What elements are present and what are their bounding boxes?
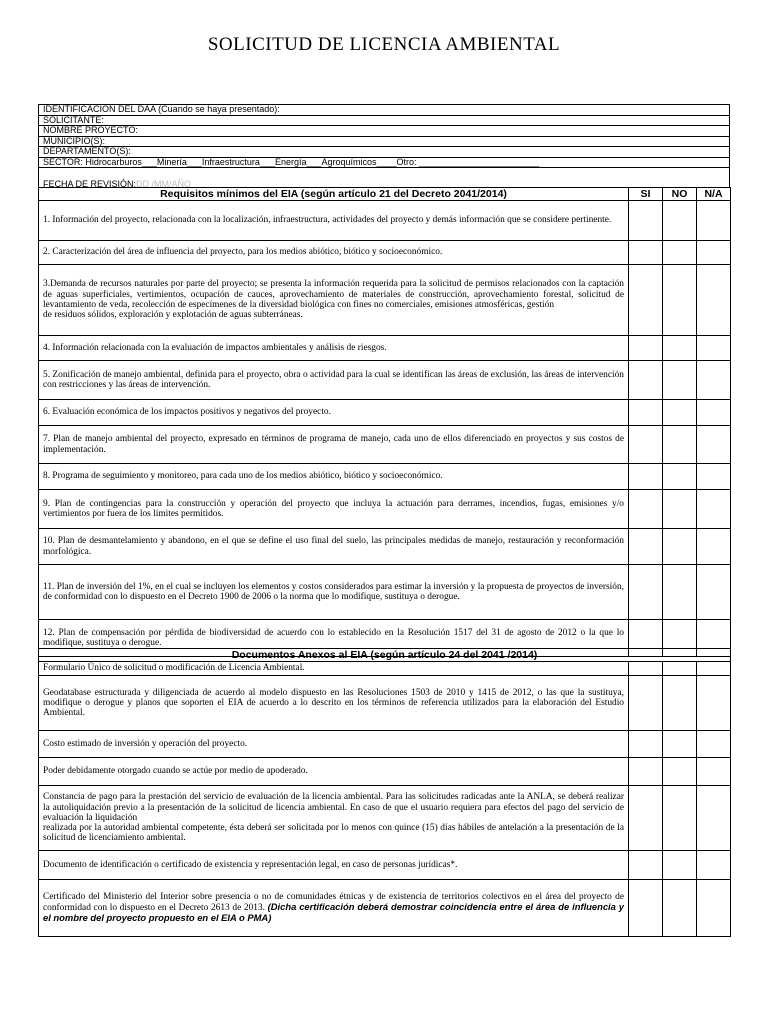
- check-no[interactable]: [663, 565, 697, 620]
- table-row: [39, 361, 731, 400]
- requisitos-header-row: [39, 188, 731, 201]
- check-no[interactable]: [663, 400, 697, 426]
- check-no[interactable]: [663, 426, 697, 464]
- table-row: [39, 565, 731, 620]
- check-na[interactable]: [697, 851, 731, 880]
- anexo-text: Poder debidamente otorgado cuando se actúe por medio de apoderado.: [39, 758, 629, 786]
- document-title: SOLICITUD DE LICENCIA AMBIENTAL: [207, 34, 561, 55]
- check-si[interactable]: [629, 400, 663, 426]
- table-row: [39, 201, 731, 241]
- table-row: [39, 731, 731, 758]
- check-na[interactable]: [697, 529, 731, 565]
- check-no[interactable]: [663, 851, 697, 880]
- check-no[interactable]: [663, 265, 697, 336]
- anexo-text-italic: (Dicha certificación deberá demostrar coincidencia entre el área de influencia y el nombre del proyecto propuesto en el EIA o PMA): [43, 900, 624, 924]
- solicitante-field[interactable]: SOLICITANTE:: [39, 116, 729, 127]
- check-na[interactable]: [697, 464, 731, 490]
- check-si[interactable]: [629, 851, 663, 880]
- anexo-text: Geodatabase estructurada y diligenciada de acuerdo al modelo dispuesto en las Resoluciones 1503 de 2010 y 1415 de 2012, o las que la sustituya, modifique o derogue y planos que soporten el EIA de acuerdo a lo descrito en los términos de referencia utilizados para la elaboración del Estudio Ambiental.: [39, 676, 629, 731]
- check-si[interactable]: [629, 336, 663, 361]
- table-row: [39, 662, 731, 676]
- check-no[interactable]: [663, 490, 697, 529]
- proyecto-field[interactable]: NOMBRE PROYECTO:: [39, 126, 729, 137]
- check-si[interactable]: [629, 676, 663, 731]
- check-no[interactable]: [663, 731, 697, 758]
- col-na: N/A: [697, 188, 731, 201]
- check-na[interactable]: [697, 662, 731, 676]
- fecha-label: FECHA DE REVISIÓN:: [43, 179, 137, 189]
- departamento-field[interactable]: DEPARTAMENTO(S):: [39, 147, 729, 158]
- requisito-text: 11. Plan de inversión del 1%, en el cual se incluyen los elementos y costos considerados para estimar la inversión y la propuesta de proyectos de inversión, de conformidad con lo dispuesto en el Decreto 1900 de 2006 o la norma que lo modifique, sustituya o derogue.: [39, 565, 629, 620]
- table-row: [39, 490, 731, 529]
- table-row: [39, 464, 731, 490]
- header-fields: [38, 104, 730, 188]
- check-si[interactable]: [629, 361, 663, 400]
- requisito-text: 9. Plan de contingencias para la construcción y operación del proyecto que incluya la actuación para derrames, incendios, fugas, emisiones y/o vertimientos por fuera de los límites permitidos.: [39, 490, 629, 529]
- requisito-text: [39, 265, 629, 336]
- requisito-text: 4. Información relacionada con la evaluación de impactos ambientales y análisis de riesgos.: [39, 336, 629, 361]
- check-si[interactable]: [629, 464, 663, 490]
- anexo-text: [39, 880, 629, 937]
- check-no[interactable]: [663, 361, 697, 400]
- table-row: [39, 426, 731, 464]
- requisitos-table: [38, 187, 731, 657]
- check-si[interactable]: [629, 265, 663, 336]
- check-no[interactable]: [663, 786, 697, 851]
- check-na[interactable]: [697, 201, 731, 241]
- fecha-placeholder: DD /MM/AÑO: [136, 179, 192, 189]
- check-na[interactable]: [697, 880, 731, 937]
- check-na[interactable]: [697, 565, 731, 620]
- check-na[interactable]: [697, 758, 731, 786]
- requisitos-heading: Requisitos mínimos del EIA (según artículo 21 del Decreto 2041/2014): [39, 188, 629, 201]
- check-si[interactable]: [629, 565, 663, 620]
- check-si[interactable]: [629, 201, 663, 241]
- col-si: SI: [629, 188, 663, 201]
- table-row: [39, 880, 731, 937]
- check-no[interactable]: [663, 464, 697, 490]
- check-na[interactable]: [697, 786, 731, 851]
- check-si[interactable]: [629, 880, 663, 937]
- table-row: [39, 851, 731, 880]
- anexos-header-row: [39, 649, 731, 662]
- anexos-heading: Documentos Anexos al EIA (según artículo 24 del 2041 /2014): [39, 649, 731, 662]
- daa-field[interactable]: IDENTIFICACIÓN DEL DAA (Cuando se haya presentado):: [39, 105, 729, 116]
- check-si[interactable]: [629, 758, 663, 786]
- requisito-text: 12. Plan de compensación por pérdida de biodiversidad de acuerdo con lo establecido en la Resolución 1517 del 31 de agosto de 2012 o la que lo modifique, sustituya o derogue.: [39, 620, 629, 657]
- check-na[interactable]: [697, 731, 731, 758]
- check-na[interactable]: [697, 336, 731, 361]
- requisito-text: 10. Plan de desmantelamiento y abandono, en el que se define el uso final del suelo, las principales medidas de manejo, restauración y reconformación morfológica.: [39, 529, 629, 565]
- anexos-table: [38, 648, 731, 937]
- anexo-text: [39, 786, 629, 851]
- table-row: [39, 336, 731, 361]
- check-na[interactable]: [697, 265, 731, 336]
- anexo-text-main: Certificado del Ministerio del Interior sobre presencia o no de comunidades étnicas y de existencia de territorios colectivos en el área del proyecto de conformidad con lo dispuesto en el Decreto 2613 de 2013.: [43, 891, 624, 913]
- check-si[interactable]: [629, 490, 663, 529]
- check-si[interactable]: [629, 241, 663, 265]
- requisito-text-part1: 3.Demanda de recursos naturales por parte del proyecto; se presenta la información requerida para la solicitud de permisos relacionados con la captación de aguas superficiales, vertimientos, ocupación de cauces, aprovechamiento de materiales de construcción, aprovechamiento forestal, solicitud de levantamiento de veda, recolección de especímenes de la diversidad biológica con fines no comerciales, emisiones atmosféricas, gestión: [43, 279, 624, 310]
- check-na[interactable]: [697, 241, 731, 265]
- anexo-text-part2: realizada por la autoridad ambiental competente, ésta deberá ser solicitada por lo menos con quince (15) días hábiles de antelación a la presentación de la solicitud de licenciamiento ambiental.: [43, 823, 624, 844]
- anexo-text: Documento de identificación o certificado de existencia y representación legal, en caso de personas jurídicas*.: [39, 851, 629, 880]
- requisito-text: 1. Información del proyecto, relacionada con la localización, infraestructura, actividades del proyecto y demás información que se considere pertinente.: [39, 201, 629, 241]
- check-no[interactable]: [663, 662, 697, 676]
- check-no[interactable]: [663, 201, 697, 241]
- requisito-text: 2. Caracterización del área de influencia del proyecto, para los medios abiótico, biótico y socioeconómico.: [39, 241, 629, 265]
- table-row: [39, 786, 731, 851]
- check-no[interactable]: [663, 676, 697, 731]
- check-si[interactable]: [629, 786, 663, 851]
- check-si[interactable]: [629, 731, 663, 758]
- requisito-text: 5. Zonificación de manejo ambiental, definida para el proyecto, obra o actividad para la cual se identifican las áreas de exclusión, las áreas de intervención con restricciones y las áreas de intervención.: [39, 361, 629, 400]
- check-no[interactable]: [663, 336, 697, 361]
- requisito-text-part2: de residuos sólidos, exploración y explotación de aguas subterráneas.: [43, 310, 303, 321]
- check-na[interactable]: [697, 400, 731, 426]
- table-row: [39, 241, 731, 265]
- check-no[interactable]: [663, 241, 697, 265]
- check-no[interactable]: [663, 758, 697, 786]
- sector-field[interactable]: SECTOR: Hidrocarburos___Minería___Infraestructura___Energía___Agroquímicos____Otro: ________________________: [39, 158, 729, 169]
- check-na[interactable]: [697, 426, 731, 464]
- table-row: [39, 758, 731, 786]
- check-no[interactable]: [663, 529, 697, 565]
- requisito-text: 7. Plan de manejo ambiental del proyecto, expresado en términos de programa de manejo, cada uno de ellos diferenciado en proyectos y sus costos de implementación.: [39, 426, 629, 464]
- check-si[interactable]: [629, 529, 663, 565]
- table-row: [39, 265, 731, 336]
- check-na[interactable]: [697, 676, 731, 731]
- table-row: [39, 676, 731, 731]
- anexo-text-part1: Constancia de pago para la prestación del servicio de evaluación de la licencia ambiental. Para las solicitudes radicadas ante la ANLA, se deberá realizar la autoliquidación previo a la presentación de la solicitud de licencia ambiental. En caso de que el usuario requiera para efectos del pago del servicio de evaluación la liquidación: [43, 792, 624, 823]
- anexo-text: Formulario Único de solicitud o modificación de Licencia Ambiental.: [39, 662, 629, 676]
- municipio-field[interactable]: MUNICIPIO(S):: [39, 137, 729, 148]
- check-na[interactable]: [697, 361, 731, 400]
- check-si[interactable]: [629, 426, 663, 464]
- requisito-text: 6. Evaluación económica de los impactos positivos y negativos del proyecto.: [39, 400, 629, 426]
- table-row: [39, 529, 731, 565]
- table-row: [39, 400, 731, 426]
- check-no[interactable]: [663, 880, 697, 937]
- check-na[interactable]: [697, 490, 731, 529]
- anexo-text: Costo estimado de inversión y operación del proyecto.: [39, 731, 629, 758]
- requisito-text: 8. Programa de seguimiento y monitoreo, para cada uno de los medios abiótico, biótico y socioeconómico.: [39, 464, 629, 490]
- col-no: NO: [663, 188, 697, 201]
- check-si[interactable]: [629, 662, 663, 676]
